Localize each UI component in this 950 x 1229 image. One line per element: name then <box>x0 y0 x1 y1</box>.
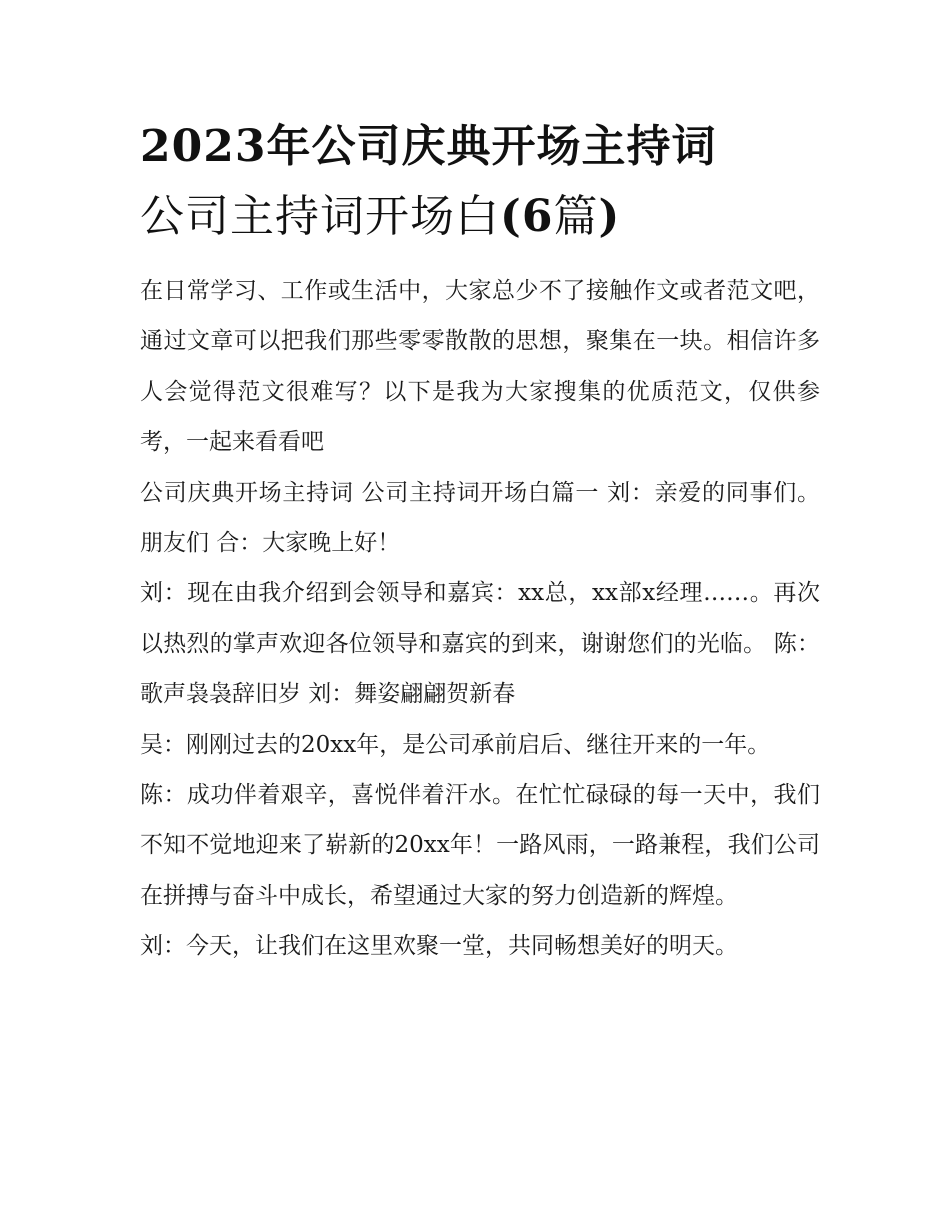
paragraph-wu: 吴：刚刚过去的20xx年，是公司承前启后、继往开来的一年。 <box>140 731 771 758</box>
title-line-1: 2023年公司庆典开场主持词 <box>140 121 717 172</box>
document-body <box>140 266 820 972</box>
title-line-2-word: 篇 <box>553 191 599 242</box>
document-content <box>140 112 820 972</box>
title-line-2-count: (6 <box>500 191 554 242</box>
paragraph-chen: 陈：成功伴着艰辛，喜悦伴着汗水。在忙忙碌碌的每一天中，我们不知不觉地迎来了崭新的20xx年！一路风雨，一路兼程，我们公司在拼搏与奋斗中成长，希望通过大家的努力创造新的辉煌。 <box>140 782 820 909</box>
title-line-2 <box>140 182 820 252</box>
title-line-2-main: 公司主持词开场白 <box>140 191 500 242</box>
paragraph-liu-today: 刘：今天，让我们在这里欢聚一堂，共同畅想美好的明天。 <box>140 933 738 960</box>
paragraph-intro: 在日常学习、工作或生活中，大家总少不了接触作文或者范文吧，通过文章可以把我们那些零零散散的思想，聚集在一块。相信许多人会觉得范文很难写？以下是我为大家搜集的优质范文，仅供参考，一起来看看吧 <box>140 278 820 456</box>
title-line-2-tail: ) <box>598 191 621 242</box>
paragraph-liu-guests: 刘：现在由我介绍到会领导和嘉宾：xx总，xx部x经理……。再次以热烈的掌声欢迎各位领导和嘉宾的到来，谢谢您们的光临。 陈：歌声袅袅辞旧岁 刘：舞姿翩翩贺新春 <box>140 580 820 708</box>
document-title <box>140 112 820 252</box>
paragraph-opening: 公司庆典开场主持词 公司主持词开场白篇一 刘：亲爱的同事们。朋友们 合：大家晚上好！ <box>140 479 820 557</box>
